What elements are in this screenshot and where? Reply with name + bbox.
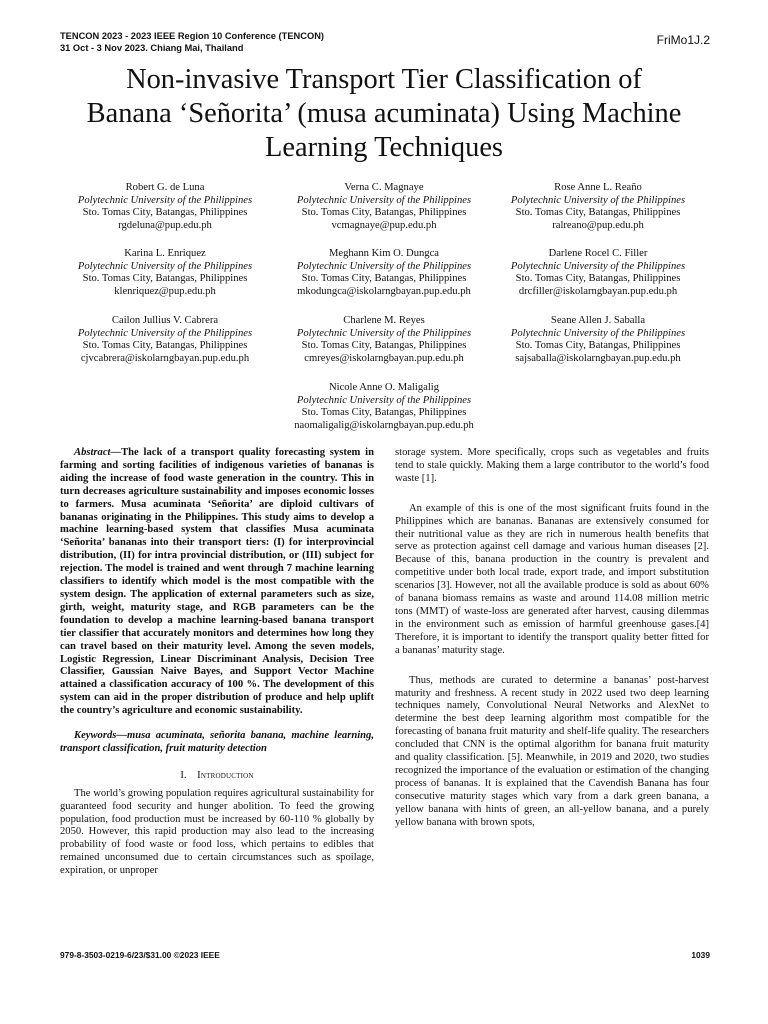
author-name: Verna C. Magnaye	[344, 182, 424, 193]
author-location: Sto. Tomas City, Batangas, Philippines	[301, 207, 467, 219]
author-location: Sto. Tomas City, Batangas, Philippines	[82, 207, 248, 219]
author-affiliation: Polytechnic University of the Philippines	[77, 194, 253, 206]
intro-paragraph-2: An example of this is one of the most significant fruits found in the Philippines which are bananas. Bananas are extensively consumed for their nutritional value as they are rich in numerous health benefits that serve as protection against cell damage and various human diseases [2]. Because of this, banana production in the country is prevalent and competitive under both local trade, export trade, and import substitution scenarios [3]. However, not all the available produce is sold as about 60% of banana biomass remains as waste and around 114.08 million metric tons (MMT) of waste-loss are generated after harvest, causing dilemmas in the environment such as emission of harmful greenhouse gases.[4] Therefore, it is important to identify the transport quality better fitted for a bananas’ maturity stage.	[395, 502, 709, 656]
abstract-lead: Abstract	[74, 447, 111, 458]
section-title: Introduction	[197, 769, 254, 781]
author-location: Sto. Tomas City, Batangas, Philippines	[82, 273, 248, 285]
paragraph-continuation: storage system. More specifically, crops such as vegetables and fruits tend to stale quickly. Making them a large contributor to the world’s food waste [1].	[395, 447, 709, 484]
author-email: ralreano@pup.edu.ph	[552, 220, 644, 232]
keywords-lead: Keywords	[74, 730, 117, 742]
author-affiliation: Polytechnic University of the Philippines	[296, 394, 472, 406]
author-block	[478, 182, 718, 233]
author-block	[45, 182, 285, 233]
author-affiliation: Polytechnic University of the Philippines	[296, 260, 472, 272]
author-block	[45, 248, 285, 299]
conference-line-2: 31 Oct - 3 Nov 2023. Chiang Mai, Thailand	[60, 43, 244, 53]
author-email: cjvcabrera@iskolarngbayan.pup.edu.ph	[80, 353, 250, 365]
author-location: Sto. Tomas City, Batangas, Philippines	[515, 207, 681, 219]
intro-paragraph-1: The world’s growing population requires agricultural sustainability for guaranteed food security and hunger abolition. To feed the growing population, food production must be increased by 60-110 % globally by 2050. However, this rapid production may also lead to the increasing probability of food waste or food loss, which pertains to edibles that remained unconsumed due to certain circumstances such as spoilage, expiration, or unproper	[60, 787, 374, 877]
author-location: Sto. Tomas City, Batangas, Philippines	[301, 407, 467, 419]
author-block	[264, 315, 504, 366]
title-line-3: Learning Techniques	[265, 132, 503, 163]
author-email: sajsaballa@iskolarngbayan.pup.edu.ph	[515, 353, 681, 365]
author-block	[264, 382, 504, 433]
author-email: klenriquez@pup.edu.ph	[114, 286, 216, 298]
section-numeral: I.	[180, 769, 187, 781]
author-email: naomaligalig@iskolarngbayan.pup.edu.ph	[294, 420, 474, 432]
author-name: Rose Anne L. Reaño	[554, 182, 642, 193]
author-email: cmreyes@iskolarngbayan.pup.edu.ph	[304, 353, 464, 365]
title-line-2: Banana ‘Señorita’ (musa acuminata) Using Machine	[86, 98, 682, 129]
author-block	[45, 315, 285, 366]
author-email: drcfiller@iskolarngbayan.pup.edu.ph	[518, 286, 678, 298]
author-location: Sto. Tomas City, Batangas, Philippines	[82, 340, 248, 352]
author-name: Seane Allen J. Saballa	[550, 315, 646, 326]
conference-header	[60, 30, 324, 54]
author-email: rgdeluna@pup.edu.ph	[118, 220, 212, 232]
author-email: vcmagnaye@pup.edu.ph	[331, 220, 437, 232]
author-location: Sto. Tomas City, Batangas, Philippines	[301, 340, 467, 352]
author-block	[264, 182, 504, 233]
author-affiliation: Polytechnic University of the Philippines	[296, 194, 472, 206]
abstract	[60, 447, 374, 718]
conference-line-1: TENCON 2023 - 2023 IEEE Region 10 Conference (TENCON)	[60, 31, 324, 41]
author-location: Sto. Tomas City, Batangas, Philippines	[301, 273, 467, 285]
author-name: Darlene Rocel C. Filler	[548, 248, 648, 259]
author-name: Cailon Jullius V. Cabrera	[111, 315, 219, 326]
author-email: mkodungca@iskolarngbayan.pup.edu.ph	[297, 286, 471, 298]
author-affiliation: Polytechnic University of the Philippines	[510, 194, 686, 206]
copyright-line: 979-8-3503-0219-6/23/$31.00 ©2023 IEEE	[60, 950, 220, 960]
section-heading	[60, 770, 374, 783]
author-name: Karina L. Enriquez	[124, 248, 206, 259]
author-block	[478, 248, 718, 299]
paper-code: FriMo1J.2	[656, 33, 710, 47]
author-name: Nicole Anne O. Maligalig	[328, 382, 440, 393]
author-affiliation: Polytechnic University of the Philippines	[296, 327, 472, 339]
author-block	[478, 315, 718, 366]
author-name: Meghann Kim O. Dungca	[328, 248, 440, 259]
title-line-1: Non-invasive Transport Tier Classification of	[126, 64, 642, 95]
author-affiliation: Polytechnic University of the Philippines	[77, 260, 253, 272]
author-affiliation: Polytechnic University of the Philippines	[510, 327, 686, 339]
author-block	[264, 248, 504, 299]
author-name: Charlene M. Reyes	[343, 315, 425, 326]
keywords	[60, 730, 374, 756]
right-column	[395, 447, 709, 829]
author-location: Sto. Tomas City, Batangas, Philippines	[515, 273, 681, 285]
author-name: Robert G. de Luna	[125, 182, 205, 193]
author-affiliation: Polytechnic University of the Philippines	[77, 327, 253, 339]
page-number: 1039	[691, 950, 710, 960]
left-column	[60, 447, 374, 878]
intro-paragraph-3: Thus, methods are curated to determine a bananas’ post-harvest maturity and freshness. A recent study in 2022 used two deep learning techniques namely, Convolutional Neural Networks and AlexNet to determine the best deep learning algorithm most compatible for the forecasting of banana fruit maturity and shelf-life quality. The researchers concluded that CNN is the optimal algorithm for banana fruit maturity and quality classification. [5]. Meanwhile, in 2019 and 2020, two studies recognized the importance of the evaluation or estimation of the changing process of bananas. It is explained that the Cavendish Banana has four consecutive maturity stages which vary from a dark green banana, a yellow banana with hints of green, an all-yellow banana, and a purely yellow banana with brown spots,	[395, 674, 709, 828]
author-affiliation: Polytechnic University of the Philippines	[510, 260, 686, 272]
keywords-text: —musa acuminata, señorita banana, machine learning, transport classification, fruit maturity detection	[60, 730, 374, 754]
paper-title	[40, 63, 728, 165]
abstract-text: —The lack of a transport quality forecasting system in farming and sorting facilities of indigenous varieties of bananas is aiding the increase of food waste generation in the country. This in turn decreases agriculture sustainability and imposes economic losses to farmers. Musa acuminata ‘Señorita’ are diploid cultivars of bananas originating in the Philippines. This study aims to develop a machine learning-based system that classifies Musa acuminata ‘Señorita’ bananas into their transport tiers: (I) for interprovincial distribution, (II) for intra provincial distribution, or (III) subject for rejection. The model is trained and went through 7 machine learning classifiers to identify which model is the most compatible with the system design. The application of external parameters such as size, girth, weight, maturity stage, and RGB parameters can be the foundation to develop a machine learning-based banana transport tier classifier that accurately monitors and determines how long they can travel based on their maturity level. Among the seven models, Logistic Regression, Linear Discriminant Analysis, Decision Tree Classifier, Gaussian Naive Bayes, and Support Vector Machine attained a classification accuracy of 100 %. The development of this system can aid in the proper distribution of produce and help uplift the country’s agriculture and economic sustainability.	[60, 447, 374, 717]
author-location: Sto. Tomas City, Batangas, Philippines	[515, 340, 681, 352]
